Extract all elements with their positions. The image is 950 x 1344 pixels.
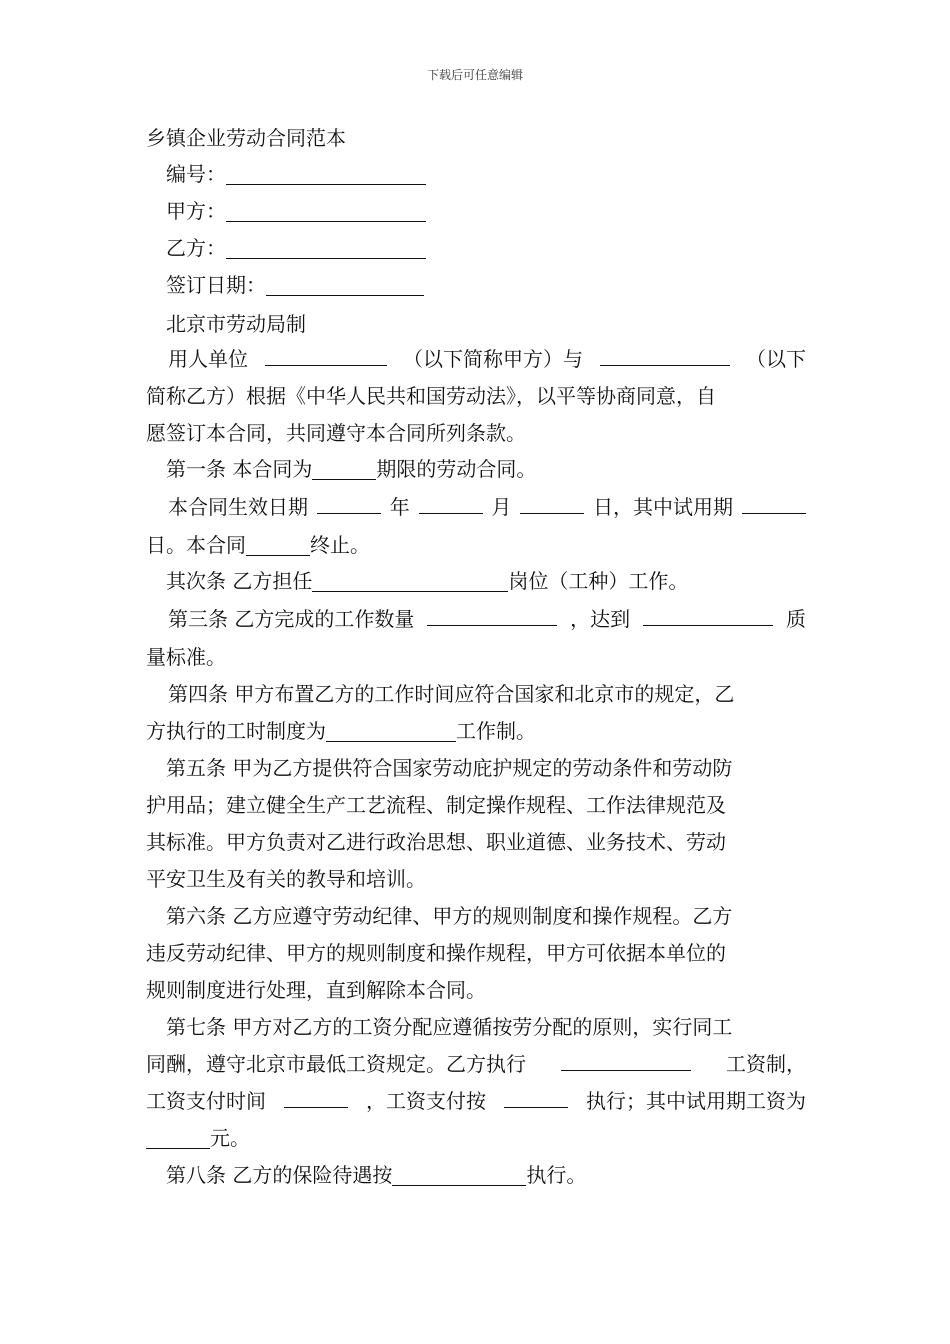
- party-a-blank[interactable]: [226, 201, 426, 222]
- article-1-line-3: 日。本合同 终止。: [146, 533, 370, 557]
- party-a-field: [166, 197, 826, 225]
- pay-method-blank[interactable]: [504, 1087, 568, 1108]
- quantity-blank[interactable]: [427, 605, 557, 626]
- party-a-label: 甲方：: [166, 199, 226, 223]
- document-title: 乡镇企业劳动合同范本: [146, 126, 346, 150]
- employee-blank[interactable]: [600, 345, 730, 366]
- intro-line-2: 简称乙方）根据《中华人民共和国劳动法》，以平等协商同意，自: [146, 384, 716, 408]
- quality-blank[interactable]: [643, 605, 773, 626]
- day-blank[interactable]: [520, 493, 584, 514]
- article-6-line-3: 规则制度进行处理，直到解除本合同。: [146, 978, 486, 1002]
- page-header: 下载后可任意编辑: [426, 68, 523, 82]
- month-blank[interactable]: [419, 493, 483, 514]
- article-1-line-1: 第一条 本合同为 期限的劳动合同。: [166, 457, 537, 481]
- sign-date-label: 签订日期：: [166, 273, 266, 297]
- article-7-line-4: 元。: [146, 1124, 806, 1152]
- probation-blank[interactable]: [742, 493, 806, 514]
- number-field: [166, 160, 826, 188]
- article-5-line-1: 第五条 甲为乙方提供符合国家劳动庇护规定的劳动条件和劳动防: [166, 756, 733, 780]
- sign-date-blank[interactable]: [266, 275, 424, 296]
- article-6-line-1: 第六条 乙方应遵守劳动纪律、甲方的规则制度和操作规程。乙方: [166, 904, 733, 928]
- term-blank[interactable]: [312, 459, 376, 480]
- intro-line-3: 愿签订本合同，共同遵守本合同所列条款。: [146, 421, 526, 445]
- party-b-blank[interactable]: [226, 238, 426, 259]
- issuer: 北京市劳动局制: [166, 312, 306, 336]
- pay-time-blank[interactable]: [284, 1087, 348, 1108]
- number-blank[interactable]: [226, 164, 426, 185]
- article-5-line-3: 其标准。甲方负责对乙进行政治思想、职业道德、业务技术、劳动: [146, 830, 726, 854]
- party-b-field: [166, 234, 826, 262]
- article-8: 第八条 乙方的保险待遇按 执行。: [166, 1163, 587, 1187]
- article-5-line-2: 护用品；建立健全生产工艺流程、制定操作规程、工作法律规范及: [146, 793, 726, 817]
- year-blank[interactable]: [317, 493, 381, 514]
- position-blank[interactable]: [312, 571, 508, 592]
- article-4-line-1: 第四条 甲方布置乙方的工作时间应符合国家和北京市的规定，乙: [168, 682, 735, 706]
- article-4-line-2: 方执行的工时制度为 工作制。: [146, 719, 536, 743]
- article-6-line-2: 违反劳动纪律、甲方的规则制度和操作规程，甲方可依据本单位的: [146, 941, 726, 965]
- intro-line-1: 用人单位 （以下简称甲方）与 （以下: [168, 347, 806, 371]
- sign-date-field: [166, 271, 826, 299]
- wage-system-blank[interactable]: [561, 1050, 691, 1071]
- end-date-blank[interactable]: [246, 535, 310, 556]
- number-label: 编号：: [166, 162, 226, 186]
- work-hours-blank[interactable]: [326, 721, 456, 742]
- party-b-label: 乙方：: [166, 236, 226, 260]
- article-1-line-2: 本合同生效日期 年 月 日，其中试用期: [168, 493, 806, 521]
- article-3-line-1: 第三条 乙方完成的工作数量 ，达到 质: [168, 607, 806, 631]
- article-7-line-1: 第七条 甲方对乙方的工资分配应遵循按劳分配的原则，实行同工: [166, 1015, 733, 1039]
- article-2: 其次条 乙方担任 岗位（工种）工作。: [166, 569, 689, 593]
- probation-wage-blank[interactable]: [146, 1128, 210, 1149]
- employer-blank[interactable]: [265, 345, 387, 366]
- article-3-line-2: 量标准。: [146, 645, 226, 669]
- article-7-line-3: 工资支付时间 ，工资支付按 执行；其中试用期工资为: [146, 1089, 806, 1113]
- insurance-blank[interactable]: [392, 1165, 526, 1186]
- article-7-line-2: 同酬，遵守北京市最低工资规定。乙方执行 工资制，: [146, 1052, 806, 1076]
- article-5-line-4: 平安卫生及有关的教导和培训。: [146, 867, 426, 891]
